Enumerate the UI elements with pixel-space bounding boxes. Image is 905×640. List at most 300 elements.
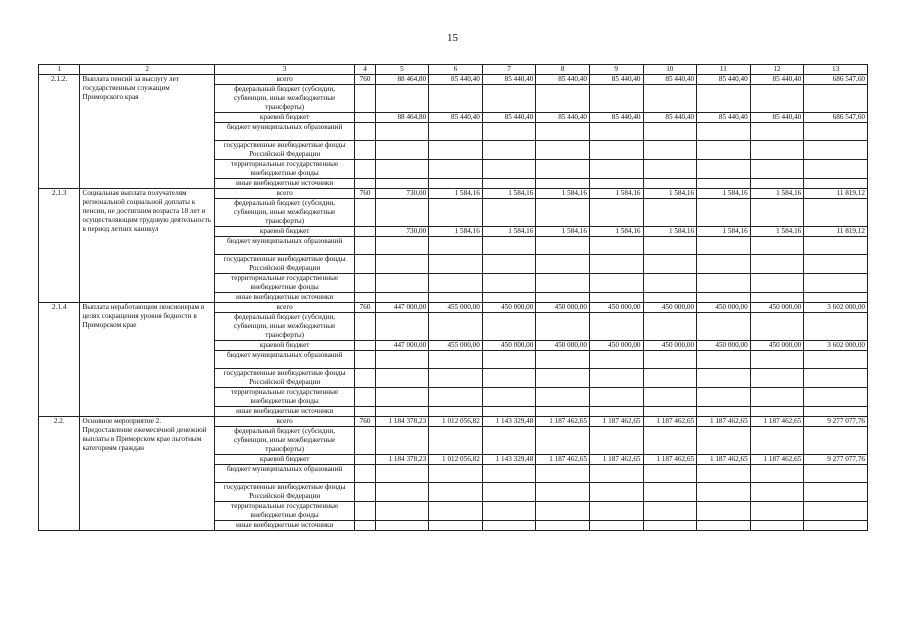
funding-source: иные внебюджетные источники <box>214 407 355 417</box>
amount-cell: 1 584,16 <box>429 227 483 237</box>
amount-cell <box>589 313 643 341</box>
amount-cell <box>589 237 643 255</box>
amount-cell <box>697 123 751 141</box>
amount-cell <box>482 141 536 160</box>
amount-cell <box>482 407 536 417</box>
code-cell: 760 <box>355 75 375 85</box>
amount-cell <box>643 123 697 141</box>
amount-cell <box>804 427 868 455</box>
amount-cell: 1 187 462,65 <box>589 417 643 427</box>
code-cell <box>355 483 375 502</box>
amount-cell <box>375 237 429 255</box>
amount-cell <box>750 179 804 189</box>
amount-cell <box>589 369 643 388</box>
amount-cell <box>804 313 868 341</box>
amount-cell <box>429 521 483 531</box>
table-row <box>39 75 868 85</box>
amount-cell <box>804 388 868 407</box>
amount-cell <box>589 255 643 274</box>
activity-name: Выплата неработающим пенсионерам в целях сокращения уровня бедности в Приморском крае <box>80 303 214 417</box>
amount-cell <box>429 179 483 189</box>
amount-cell: 1 584,16 <box>429 189 483 199</box>
table-row <box>39 189 868 199</box>
row-number: 2.1.4 <box>39 303 80 417</box>
amount-cell <box>589 85 643 113</box>
code-cell <box>355 521 375 531</box>
amount-cell <box>643 388 697 407</box>
amount-cell <box>643 465 697 483</box>
amount-cell: 1 584,16 <box>589 189 643 199</box>
amount-cell: 450 000,00 <box>750 341 804 351</box>
amount-cell <box>643 351 697 369</box>
header-cell: 3 <box>214 65 355 75</box>
amount-cell: 447 000,00 <box>375 303 429 313</box>
amount-cell <box>750 407 804 417</box>
amount-cell <box>536 483 590 502</box>
amount-cell: 85 440,40 <box>697 75 751 85</box>
page-number: 15 <box>447 32 458 44</box>
amount-cell <box>697 521 751 531</box>
amount-cell <box>536 199 590 227</box>
amount-cell <box>536 369 590 388</box>
amount-cell <box>375 123 429 141</box>
amount-cell <box>643 255 697 274</box>
amount-cell <box>697 255 751 274</box>
amount-cell: 1 187 462,65 <box>697 455 751 465</box>
amount-cell <box>536 293 590 303</box>
amount-cell: 686 547,60 <box>804 113 868 123</box>
amount-cell <box>375 274 429 293</box>
amount-cell <box>482 313 536 341</box>
funding-source: бюджет муниципальных образований <box>214 237 355 255</box>
amount-cell <box>429 502 483 521</box>
code-cell <box>355 351 375 369</box>
amount-cell <box>536 502 590 521</box>
amount-cell: 85 440,40 <box>750 75 804 85</box>
amount-cell <box>750 237 804 255</box>
amount-cell <box>750 483 804 502</box>
amount-cell: 1 184 378,23 <box>375 417 429 427</box>
amount-cell <box>429 123 483 141</box>
amount-cell <box>589 483 643 502</box>
funding-source: всего <box>214 417 355 427</box>
amount-cell <box>697 427 751 455</box>
amount-cell: 1 187 462,65 <box>643 417 697 427</box>
amount-cell <box>536 85 590 113</box>
amount-cell <box>643 521 697 531</box>
amount-cell: 1 187 462,65 <box>643 455 697 465</box>
funding-source: федеральный бюджет (субсидии, субвенции, иные межбюджетные трансферты) <box>214 427 355 455</box>
funding-source: иные внебюджетные источники <box>214 521 355 531</box>
funding-source: всего <box>214 189 355 199</box>
amount-cell <box>643 502 697 521</box>
code-cell <box>355 293 375 303</box>
code-cell <box>355 369 375 388</box>
amount-cell <box>804 123 868 141</box>
amount-cell <box>429 199 483 227</box>
amount-cell: 1 187 462,65 <box>750 455 804 465</box>
amount-cell <box>750 502 804 521</box>
header-cell: 13 <box>804 65 868 75</box>
row-number: 2.2. <box>39 417 80 531</box>
amount-cell: 85 440,40 <box>750 113 804 123</box>
amount-cell: 1 143 329,48 <box>482 417 536 427</box>
amount-cell <box>589 199 643 227</box>
amount-cell: 11 819,12 <box>804 227 868 237</box>
amount-cell <box>643 369 697 388</box>
amount-cell <box>804 141 868 160</box>
amount-cell: 455 000,00 <box>429 303 483 313</box>
activity-name: Выплата пенсий за выслугу лет государственным служащим Приморского края <box>80 75 214 189</box>
amount-cell: 85 440,40 <box>536 113 590 123</box>
amount-cell: 85 440,40 <box>429 113 483 123</box>
amount-cell <box>536 141 590 160</box>
table-row <box>39 417 868 427</box>
amount-cell <box>643 407 697 417</box>
amount-cell <box>375 427 429 455</box>
amount-cell <box>804 521 868 531</box>
amount-cell: 1 187 462,65 <box>697 417 751 427</box>
funding-source: краевой бюджет <box>214 227 355 237</box>
amount-cell: 450 000,00 <box>697 341 751 351</box>
funding-source: всего <box>214 75 355 85</box>
amount-cell: 1 584,16 <box>482 189 536 199</box>
amount-cell <box>429 237 483 255</box>
code-cell <box>355 237 375 255</box>
amount-cell <box>643 85 697 113</box>
code-cell <box>355 141 375 160</box>
amount-cell <box>429 369 483 388</box>
header-cell: 7 <box>482 65 536 75</box>
amount-cell <box>697 274 751 293</box>
funding-source: краевой бюджет <box>214 113 355 123</box>
code-cell <box>355 255 375 274</box>
amount-cell <box>429 274 483 293</box>
amount-cell <box>589 141 643 160</box>
amount-cell <box>697 160 751 179</box>
amount-cell <box>804 369 868 388</box>
amount-cell: 9 277 077,76 <box>804 417 868 427</box>
amount-cell <box>429 293 483 303</box>
row-number: 2.1.2. <box>39 75 80 189</box>
amount-cell <box>429 160 483 179</box>
amount-cell <box>482 465 536 483</box>
amount-cell: 3 602 000,00 <box>804 303 868 313</box>
amount-cell <box>482 388 536 407</box>
amount-cell: 1 143 329,48 <box>482 455 536 465</box>
row-number: 2.1.3 <box>39 189 80 303</box>
amount-cell <box>804 502 868 521</box>
amount-cell <box>375 351 429 369</box>
amount-cell <box>429 85 483 113</box>
amount-cell <box>804 293 868 303</box>
funding-source: территориальные государственные внебюджетные фонды <box>214 388 355 407</box>
amount-cell <box>697 483 751 502</box>
amount-cell <box>536 123 590 141</box>
amount-cell <box>697 199 751 227</box>
amount-cell <box>589 160 643 179</box>
code-cell: 760 <box>355 303 375 313</box>
code-cell <box>355 274 375 293</box>
funding-source: федеральный бюджет (субсидии, субвенции, иные межбюджетные трансферты) <box>214 85 355 113</box>
amount-cell <box>697 179 751 189</box>
amount-cell: 88 464,80 <box>375 75 429 85</box>
amount-cell <box>589 274 643 293</box>
amount-cell <box>643 293 697 303</box>
activity-name: Социальная выплата получателям региональной социальной доплаты к пенсии, не достигшим возраста 18 лет и осуществляющим трудовую деятельность в период летних каникул <box>80 189 214 303</box>
amount-cell <box>429 465 483 483</box>
amount-cell: 3 602 000,00 <box>804 341 868 351</box>
amount-cell <box>643 179 697 189</box>
amount-cell: 85 440,40 <box>482 113 536 123</box>
amount-cell: 1 012 056,82 <box>429 455 483 465</box>
amount-cell <box>375 521 429 531</box>
amount-cell <box>375 483 429 502</box>
amount-cell: 11 819,12 <box>804 189 868 199</box>
amount-cell <box>750 427 804 455</box>
amount-cell: 1 584,16 <box>643 227 697 237</box>
amount-cell <box>482 521 536 531</box>
amount-cell: 450 000,00 <box>697 303 751 313</box>
funding-source: бюджет муниципальных образований <box>214 351 355 369</box>
amount-cell <box>375 388 429 407</box>
amount-cell: 85 440,40 <box>589 113 643 123</box>
amount-cell <box>482 293 536 303</box>
amount-cell: 450 000,00 <box>482 303 536 313</box>
amount-cell <box>375 502 429 521</box>
amount-cell <box>589 179 643 189</box>
amount-cell: 1 012 056,82 <box>429 417 483 427</box>
amount-cell <box>429 407 483 417</box>
amount-cell <box>482 274 536 293</box>
activity-name: Основное мероприятие 2. Предоставление ежемесячной денежной выплаты в Приморском крае льготным категориям граждан <box>80 417 214 531</box>
code-cell: 760 <box>355 417 375 427</box>
funding-source: иные внебюджетные источники <box>214 179 355 189</box>
amount-cell: 450 000,00 <box>643 303 697 313</box>
amount-cell <box>589 427 643 455</box>
amount-cell <box>643 237 697 255</box>
amount-cell <box>536 427 590 455</box>
header-cell: 9 <box>589 65 643 75</box>
amount-cell: 1 584,16 <box>750 227 804 237</box>
amount-cell <box>536 313 590 341</box>
amount-cell <box>643 160 697 179</box>
amount-cell <box>697 351 751 369</box>
amount-cell <box>482 427 536 455</box>
amount-cell: 85 440,40 <box>482 75 536 85</box>
amount-cell <box>429 313 483 341</box>
amount-cell <box>750 85 804 113</box>
amount-cell: 450 000,00 <box>643 341 697 351</box>
amount-cell <box>804 85 868 113</box>
code-cell <box>355 313 375 341</box>
amount-cell <box>482 160 536 179</box>
amount-cell <box>536 351 590 369</box>
amount-cell: 85 440,40 <box>697 113 751 123</box>
funding-source: федеральный бюджет (субсидии, субвенции, иные межбюджетные трансферты) <box>214 313 355 341</box>
amount-cell <box>589 123 643 141</box>
code-cell <box>355 502 375 521</box>
amount-cell <box>697 237 751 255</box>
table-row <box>39 303 868 313</box>
amount-cell <box>375 85 429 113</box>
amount-cell: 9 277 077,76 <box>804 455 868 465</box>
code-cell <box>355 179 375 189</box>
amount-cell: 447 000,00 <box>375 341 429 351</box>
amount-cell <box>804 351 868 369</box>
amount-cell <box>536 274 590 293</box>
amount-cell <box>804 255 868 274</box>
amount-cell <box>429 388 483 407</box>
amount-cell <box>375 199 429 227</box>
code-cell <box>355 85 375 113</box>
amount-cell <box>589 502 643 521</box>
amount-cell <box>482 123 536 141</box>
amount-cell: 1 187 462,65 <box>750 417 804 427</box>
amount-cell <box>375 160 429 179</box>
amount-cell <box>804 465 868 483</box>
amount-cell: 85 440,40 <box>643 75 697 85</box>
amount-cell <box>697 313 751 341</box>
amount-cell <box>536 388 590 407</box>
amount-cell: 1 584,16 <box>482 227 536 237</box>
amount-cell <box>589 465 643 483</box>
code-cell <box>355 227 375 237</box>
amount-cell <box>482 351 536 369</box>
header-cell: 8 <box>536 65 590 75</box>
amount-cell: 85 440,40 <box>536 75 590 85</box>
amount-cell <box>804 407 868 417</box>
amount-cell <box>375 407 429 417</box>
header-cell: 1 <box>39 65 80 75</box>
amount-cell <box>804 274 868 293</box>
amount-cell: 450 000,00 <box>589 341 643 351</box>
amount-cell <box>804 237 868 255</box>
amount-cell <box>375 141 429 160</box>
amount-cell <box>697 407 751 417</box>
amount-cell <box>697 293 751 303</box>
code-cell <box>355 123 375 141</box>
amount-cell <box>589 407 643 417</box>
amount-cell: 1 584,16 <box>750 189 804 199</box>
code-cell: 760 <box>355 189 375 199</box>
amount-cell <box>482 237 536 255</box>
amount-cell: 450 000,00 <box>536 303 590 313</box>
amount-cell <box>643 141 697 160</box>
header-cell: 10 <box>643 65 697 75</box>
amount-cell: 88 464,80 <box>375 113 429 123</box>
amount-cell: 1 584,16 <box>697 189 751 199</box>
amount-cell <box>429 141 483 160</box>
amount-cell <box>482 255 536 274</box>
amount-cell: 85 440,40 <box>643 113 697 123</box>
header-row <box>39 65 868 75</box>
header-cell: 4 <box>355 65 375 75</box>
amount-cell <box>750 160 804 179</box>
amount-cell <box>750 465 804 483</box>
amount-cell <box>697 85 751 113</box>
amount-cell <box>482 179 536 189</box>
amount-cell: 450 000,00 <box>482 341 536 351</box>
amount-cell <box>375 179 429 189</box>
funding-source: краевой бюджет <box>214 455 355 465</box>
amount-cell <box>536 407 590 417</box>
amount-cell: 1 187 462,65 <box>536 417 590 427</box>
amount-cell <box>482 483 536 502</box>
header-cell: 2 <box>80 65 214 75</box>
amount-cell: 450 000,00 <box>536 341 590 351</box>
amount-cell <box>536 237 590 255</box>
amount-cell: 1 584,16 <box>589 227 643 237</box>
amount-cell <box>589 521 643 531</box>
funding-source: государственные внебюджетные фонды Российской Федерации <box>214 483 355 502</box>
amount-cell <box>375 465 429 483</box>
amount-cell <box>429 351 483 369</box>
funding-source: территориальные государственные внебюджетные фонды <box>214 502 355 521</box>
funding-source: бюджет муниципальных образований <box>214 123 355 141</box>
amount-cell <box>804 160 868 179</box>
funding-source: краевой бюджет <box>214 341 355 351</box>
amount-cell <box>536 255 590 274</box>
amount-cell: 730,00 <box>375 227 429 237</box>
code-cell <box>355 407 375 417</box>
amount-cell: 1 584,16 <box>536 189 590 199</box>
amount-cell <box>750 123 804 141</box>
amount-cell: 1 187 462,65 <box>589 455 643 465</box>
amount-cell <box>482 85 536 113</box>
funding-source: территориальные государственные внебюджетные фонды <box>214 160 355 179</box>
funding-source: иные внебюджетные источники <box>214 293 355 303</box>
amount-cell <box>697 141 751 160</box>
amount-cell <box>536 160 590 179</box>
code-cell <box>355 465 375 483</box>
amount-cell <box>536 179 590 189</box>
code-cell <box>355 160 375 179</box>
amount-cell: 1 184 378,23 <box>375 455 429 465</box>
amount-cell <box>643 483 697 502</box>
header-cell: 11 <box>697 65 751 75</box>
funding-source: территориальные государственные внебюджетные фонды <box>214 274 355 293</box>
amount-cell: 85 440,40 <box>589 75 643 85</box>
code-cell <box>355 455 375 465</box>
amount-cell: 85 440,40 <box>429 75 483 85</box>
funding-source: государственные внебюджетные фонды Российской Федерации <box>214 369 355 388</box>
code-cell <box>355 113 375 123</box>
amount-cell <box>643 199 697 227</box>
amount-cell <box>750 521 804 531</box>
amount-cell: 1 584,16 <box>697 227 751 237</box>
amount-cell <box>697 388 751 407</box>
header-cell: 5 <box>375 65 429 75</box>
amount-cell: 1 584,16 <box>536 227 590 237</box>
code-cell <box>355 199 375 227</box>
amount-cell: 450 000,00 <box>589 303 643 313</box>
amount-cell <box>482 369 536 388</box>
funding-source: государственные внебюджетные фонды Российской Федерации <box>214 141 355 160</box>
code-cell <box>355 341 375 351</box>
amount-cell <box>750 274 804 293</box>
amount-cell <box>589 388 643 407</box>
amount-cell: 450 000,00 <box>750 303 804 313</box>
header-cell: 12 <box>750 65 804 75</box>
amount-cell <box>589 351 643 369</box>
amount-cell: 1 584,16 <box>643 189 697 199</box>
amount-cell <box>375 255 429 274</box>
amount-cell <box>697 465 751 483</box>
code-cell <box>355 427 375 455</box>
amount-cell <box>750 388 804 407</box>
amount-cell <box>375 313 429 341</box>
